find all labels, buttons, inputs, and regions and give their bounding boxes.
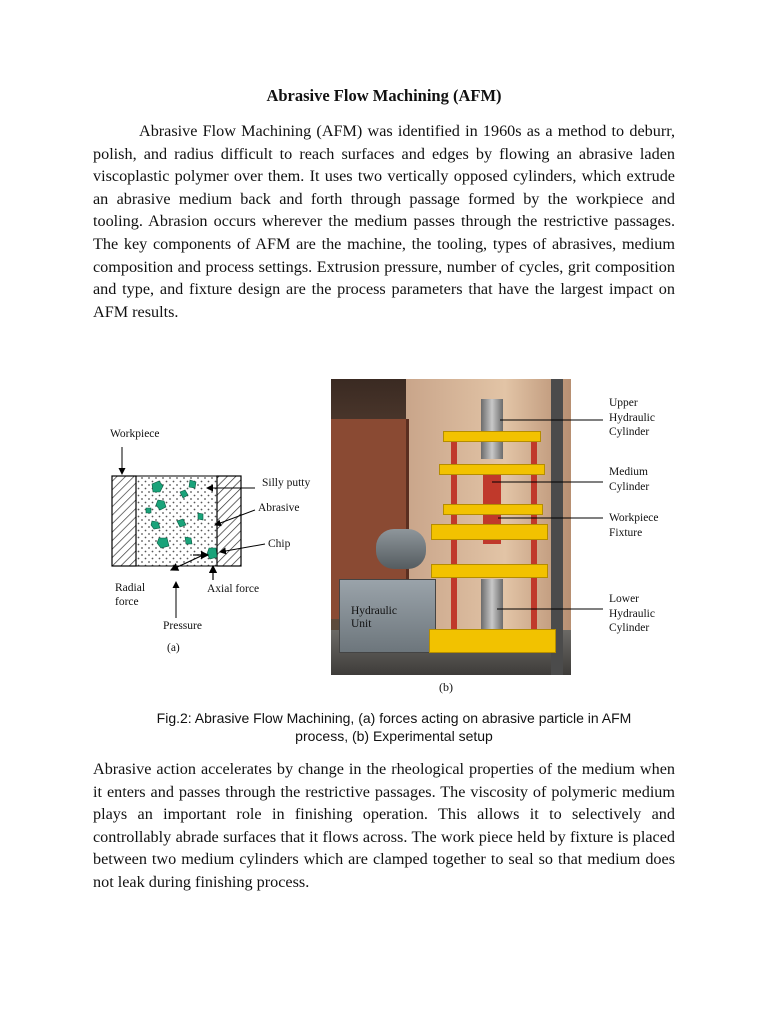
photo-motor — [376, 529, 426, 569]
photo-upper-cylinder — [481, 399, 503, 459]
right-wall — [217, 476, 241, 566]
caption-line-2: process, (b) Experimental setup — [295, 728, 493, 744]
callout-upper-hydraulic-cylinder — [609, 396, 655, 440]
radial-force-label-2: force — [115, 596, 139, 608]
callout-workpiece-line-2: Fixture — [609, 526, 643, 539]
photo-plate — [443, 431, 541, 442]
callout-medium-cylinder — [609, 465, 649, 494]
figure-b-sublabel: (b) — [439, 680, 453, 694]
photo-base — [429, 629, 556, 653]
photo-plate — [439, 464, 545, 475]
silly-putty-label: Silly putty — [262, 477, 311, 489]
callout-workpiece-line-1: Workpiece — [609, 512, 659, 524]
page-title: Abrasive Flow Machining (AFM) — [266, 86, 502, 105]
hydraulic-unit-label — [351, 605, 397, 631]
experimental-setup-photo — [331, 379, 571, 675]
figure-a-diagram — [105, 420, 335, 660]
pressure-label: Pressure — [163, 620, 202, 632]
abrasive-label: Abrasive — [258, 502, 300, 514]
photo-plate — [431, 564, 548, 578]
figure-a-sublabel: (a) — [167, 642, 180, 654]
photo-plate — [443, 504, 543, 515]
radial-force-label-1: Radial — [115, 582, 146, 594]
callout-upper-line-2: Hydraulic — [609, 411, 655, 424]
callout-lower-line-1: Lower — [609, 593, 640, 605]
callout-lower-hydraulic-cylinder — [609, 592, 655, 636]
callout-lower-line-3: Cylinder — [609, 622, 650, 634]
workpiece-label: Workpiece — [110, 428, 160, 440]
callout-medium-line-1: Medium — [609, 466, 648, 478]
caption-line-1: Fig.2: Abrasive Flow Machining, (a) forces acting on abrasive particle in AFM — [156, 710, 632, 726]
silly-putty-medium — [136, 476, 217, 566]
figure-caption — [0, 709, 768, 745]
callout-medium-line-2: Cylinder — [609, 480, 650, 493]
left-wall — [112, 476, 136, 566]
callout-lower-line-2: Hydraulic — [609, 607, 655, 620]
intro-paragraph: Abrasive Flow Machining (AFM) was identified in 1960s as a method to deburr, polish, and radius difficult to reach surfaces and edges by flowing an abrasive laden viscoplastic polymer over them. It uses two vertically opposed cylinders, which extrude an abrasive medium back and forth through passage formed by the workpiece and tooling. Abrasion occurs wherever the medium passes through the restrictive passages. The key components of AFM are the machine, the tooling, types of abrasives, medium composition and process settings. Extrusion pressure, number of cycles, grit composition and type, and fixture design are the process parameters that have the largest impact on AFM results. — [93, 122, 675, 321]
body-paragraph: Abrasive action accelerates by change in the rheological properties of the medium when it enters and passes through the restrictive passages. The viscosity of polymeric medium plays an important role in finishing operation. This allows it to selectively and controllably abrade surfaces that it flows across. The work piece held by fixture is placed between two medium cylinders which are clamped together to seal so that medium does not leak during finishing process. — [93, 760, 675, 891]
callout-upper-line-1: Upper — [609, 397, 638, 409]
callout-upper-line-3: Cylinder — [609, 426, 650, 438]
photo-fixture-plate — [431, 524, 548, 540]
axial-force-label: Axial force — [207, 583, 260, 595]
chip-label: Chip — [268, 538, 291, 550]
hydraulic-unit-label-2: Unit — [351, 618, 372, 630]
afm-forces-diagram — [105, 420, 335, 660]
photo-lower-cylinder — [481, 579, 503, 634]
callout-workpiece-fixture — [609, 511, 659, 540]
hydraulic-unit-label-1: Hydraulic — [351, 605, 397, 617]
